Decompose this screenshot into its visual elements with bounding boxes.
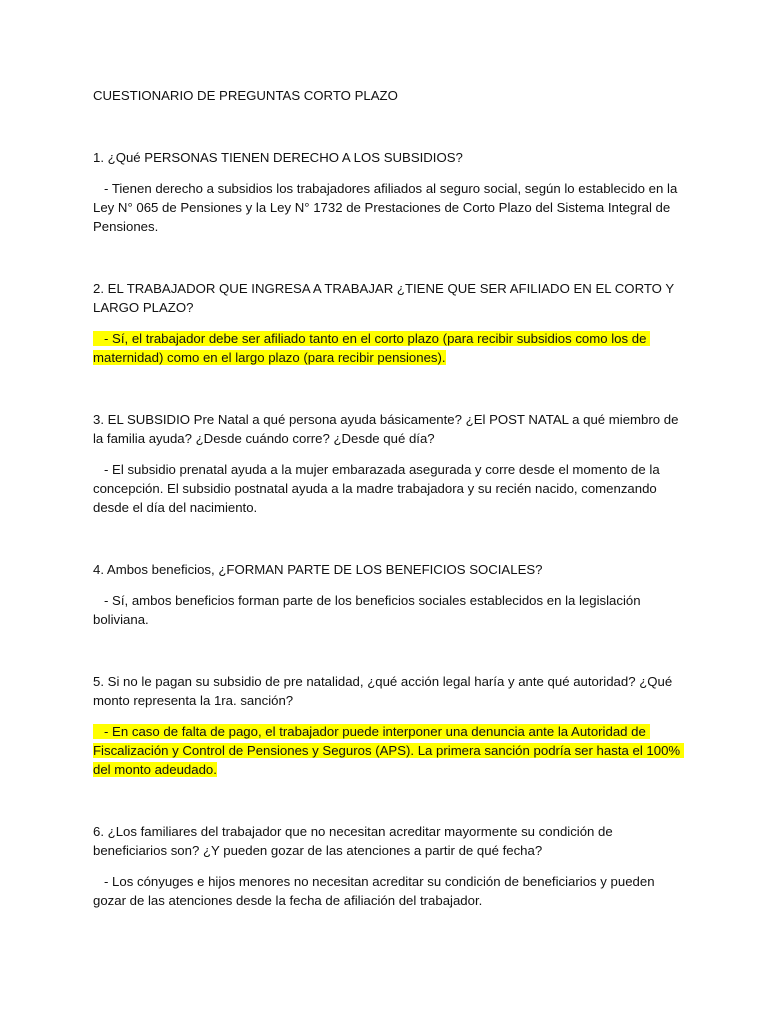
answer-1-text: - Tienen derecho a subsidios los trabajadores afiliados al seguro social, según lo establecido en la Ley N° 065 de Pensiones y la Ley N° 1732 de Prestaciones de Corto Plazo del Sistema Integral de Pensiones. bbox=[93, 181, 681, 234]
question-5: 5. Si no le pagan su subsidio de pre natalidad, ¿qué acción legal haría y ante qué autoridad? ¿Qué monto representa la 1ra. sanción? bbox=[93, 674, 673, 708]
question-1: 1. ¿Qué PERSONAS TIENEN DERECHO A LOS SUBSIDIOS? bbox=[93, 150, 463, 165]
answer-2 bbox=[93, 329, 683, 367]
qa-item-3 bbox=[93, 410, 683, 517]
answer-3-text: - El subsidio prenatal ayuda a la mujer embarazada asegurada y corre desde el momento de la concepción. El subsidio postnatal ayuda a la madre trabajadora y su recién nacido, comenzando desde el día del nacimiento. bbox=[93, 462, 664, 515]
qa-item-5 bbox=[93, 672, 683, 779]
answer-6 bbox=[93, 872, 683, 910]
qa-item-4 bbox=[93, 560, 683, 629]
answer-3 bbox=[93, 460, 683, 517]
question-3: 3. EL SUBSIDIO Pre Natal a qué persona ayuda básicamente? ¿El POST NATAL a qué miembro de la familia ayuda? ¿Desde cuándo corre? ¿Desde qué día? bbox=[93, 412, 679, 446]
answer-5-highlighted-text: - En caso de falta de pago, el trabajador puede interponer una denuncia ante la Autoridad de Fiscalización y Control de Pensiones y Seguros (APS). La primera sanción podría ser hasta el 100% del monto adeudado. bbox=[93, 724, 684, 777]
document-title: CUESTIONARIO DE PREGUNTAS CORTO PLAZO bbox=[93, 88, 398, 103]
document-page bbox=[93, 86, 683, 910]
question-4: 4. Ambos beneficios, ¿FORMAN PARTE DE LOS BENEFICIOS SOCIALES? bbox=[93, 562, 543, 577]
answer-6-text: - Los cónyuges e hijos menores no necesitan acreditar su condición de beneficiarios y pueden gozar de las atenciones desde la fecha de afiliación del trabajador. bbox=[93, 874, 659, 908]
answer-4-text: - Sí, ambos beneficios forman parte de los beneficios sociales establecidos en la legislación boliviana. bbox=[93, 593, 645, 627]
question-6: 6. ¿Los familiares del trabajador que no necesitan acreditar mayormente su condición de beneficiarios son? ¿Y pueden gozar de las atenciones a partir de qué fecha? bbox=[93, 824, 613, 858]
qa-item-2 bbox=[93, 279, 683, 367]
answer-5 bbox=[93, 722, 683, 779]
qa-item-6 bbox=[93, 822, 683, 910]
qa-item-1 bbox=[93, 148, 683, 236]
answer-4 bbox=[93, 591, 683, 629]
question-2: 2. EL TRABAJADOR QUE INGRESA A TRABAJAR ¿TIENE QUE SER AFILIADO EN EL CORTO Y LARGO PLAZO? bbox=[93, 281, 674, 315]
answer-2-highlighted-text: - Sí, el trabajador debe ser afiliado tanto en el corto plazo (para recibir subsidios como los de maternidad) como en el largo plazo (para recibir pensiones). bbox=[93, 331, 651, 365]
answer-1 bbox=[93, 179, 683, 236]
